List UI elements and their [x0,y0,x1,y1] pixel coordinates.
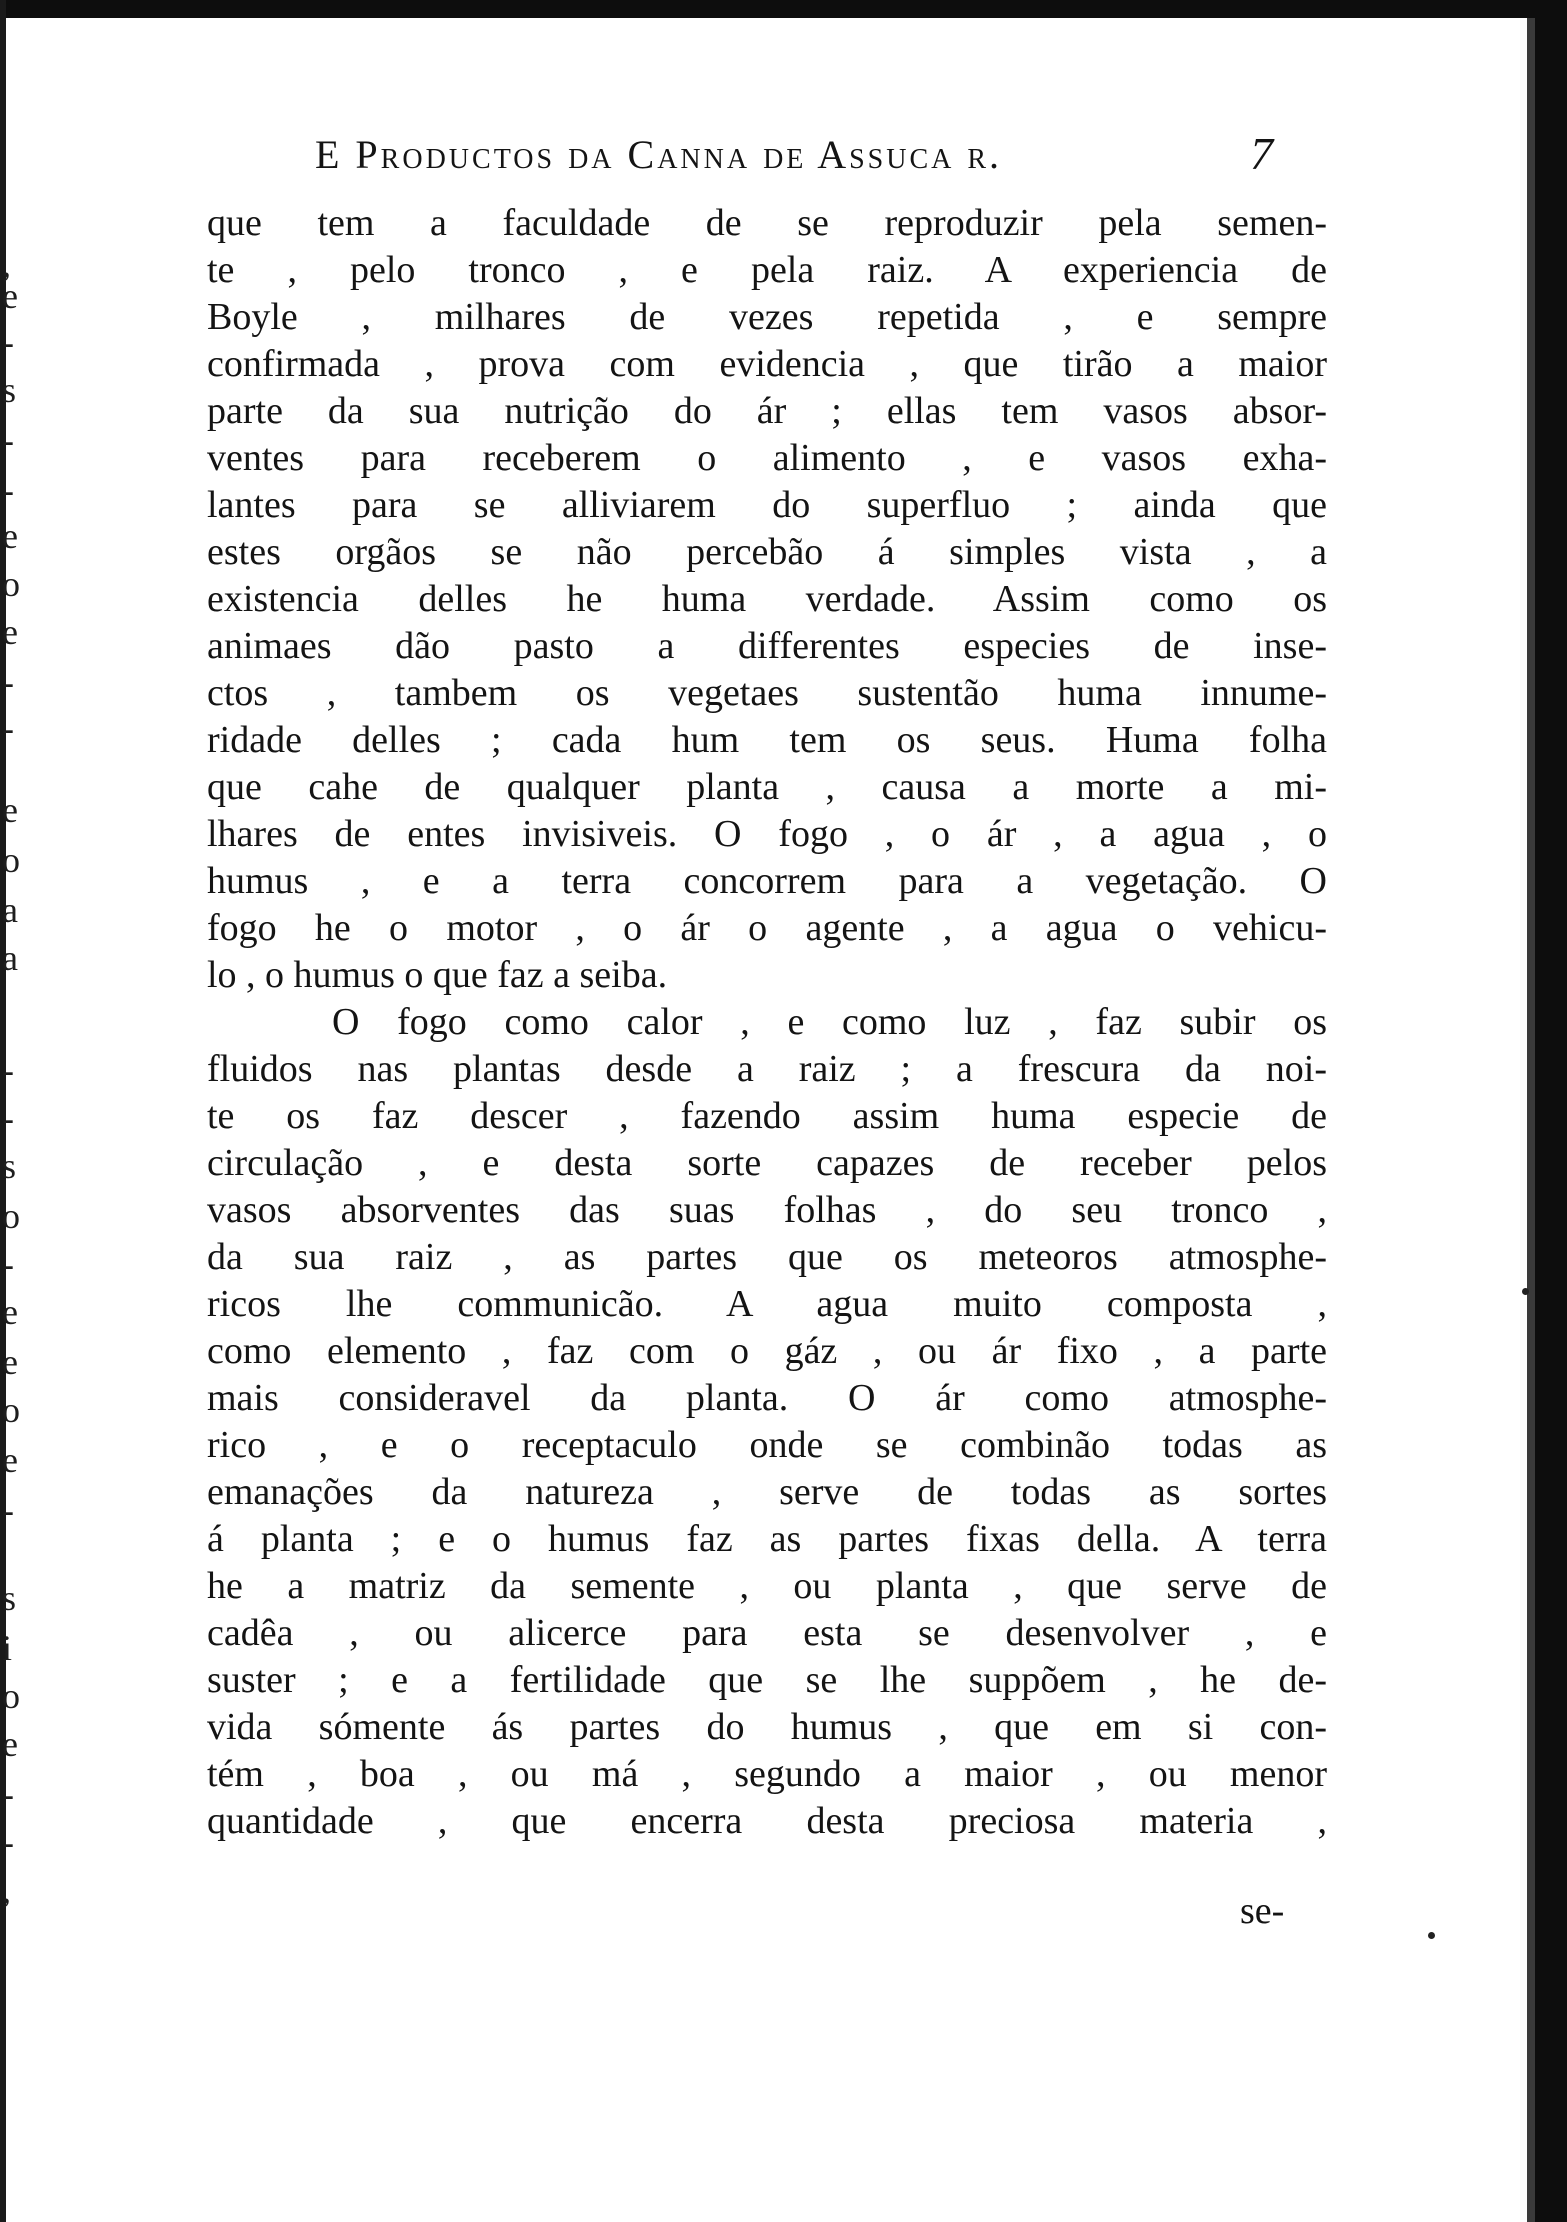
body-text [207,200,1327,1845]
text-line: tém , boa , ou má , segundo a maior , ou menor [207,1753,1327,1795]
text-line: he a matriz da semente , ou planta , que serve de [207,1565,1327,1607]
text-line: á planta ; e o humus faz as partes fixas della. A terra [207,1518,1327,1560]
text-line: lhares de entes invisiveis. O fogo , o ár , a agua , o [207,813,1327,855]
text-line: que tem a faculdade de se reproduzir pela semen- [207,202,1327,244]
text-line: mais consideravel da planta. O ár como atmosphe- [207,1377,1327,1419]
page-number: 7 [1250,128,1273,179]
bleed-char: - [2,1244,14,1284]
bleed-char: - [2,420,14,460]
text-line: fluidos nas plantas desde a raiz ; a frescura da noi- [207,1048,1327,1090]
bleed-char: , [2,1870,11,1910]
text-line: animaes dão pasto a differentes especies de inse- [207,625,1327,667]
facing-page-bleed [0,0,40,2222]
text-line: emanações da natureza , serve de todas as sortes [207,1471,1327,1513]
catchword: se- [1240,1890,1285,1932]
bleed-char: a [2,890,18,930]
bleed-char: e [2,1724,18,1764]
bleed-char: - [2,1822,14,1862]
bleed-char: , [2,244,11,284]
text-line: que cahe de qualquer planta , causa a morte a mi- [207,766,1327,808]
text-line: lantes para se alliviarem do superfluo ; ainda que [207,484,1327,526]
text-line: humus , e a terra concorrem para a vegetação. O [207,860,1327,902]
text-line: te , pelo tronco , e pela raiz. A experiencia de [207,249,1327,291]
bleed-char: o [2,1390,20,1430]
text-line: quantidade , que encerra desta preciosa materia , [207,1800,1327,1842]
text-line: ridade delles ; cada hum tem os seus. Huma folha [207,719,1327,761]
bleed-char: e [2,276,18,316]
bleed-char: e [2,612,18,652]
text-line: fogo he o motor , o ár o agente , a agua o vehicu- [207,907,1327,949]
text-line: vasos absorventes das suas folhas , do seu tronco , [207,1189,1327,1231]
scan-speck [1428,1932,1435,1939]
scan-speck [1522,1288,1529,1295]
text-line: lo , o humus o que faz a seiba. [207,954,668,996]
text-line: vida sómente ás partes do humus , que em si con- [207,1706,1327,1748]
text-line: circulação , e desta sorte capazes de receber pelos [207,1142,1327,1184]
bleed-char: e [2,1292,18,1332]
text-line: Boyle , milhares de vezes repetida , e sempre [207,296,1327,338]
bleed-char: e [2,516,18,556]
bleed-char: - [2,322,14,362]
text-line: estes orgãos se não percebão á simples vista , a [207,531,1327,573]
bleed-char: o [2,564,20,604]
text-line: como elemento , faz com o gáz , ou ár fixo , a parte [207,1330,1327,1372]
page-header [315,128,1325,182]
bleed-char: e [2,1440,18,1480]
bleed-char: o [2,840,20,880]
bleed-char: s [2,1146,17,1186]
bleed-char: - [2,708,14,748]
bleed-char: - [2,662,14,702]
text-line: ricos lhe communicão. A agua muito composta , [207,1283,1327,1325]
scan-right-shadow [1527,18,1535,2222]
bleed-char: - [2,1774,14,1814]
scan-top-border [0,0,1567,18]
bleed-char: e [2,790,18,830]
bleed-char: - [2,470,14,510]
bleed-char: o [2,1676,20,1716]
bleed-char: i [2,1628,13,1668]
bleed-char: - [2,1098,14,1138]
bleed-char: a [2,938,18,978]
bleed-char: s [2,1578,17,1618]
text-line: da sua raiz , as partes que os meteoros atmosphe- [207,1236,1327,1278]
text-line: suster ; e a fertilidade que se lhe suppõem , he de- [207,1659,1327,1701]
text-line: ventes para receberem o alimento , e vasos exha- [207,437,1327,479]
text-line: te os faz descer , fazendo assim huma especie de [207,1095,1327,1137]
text-line: rico , e o receptaculo onde se combinão todas as [207,1424,1327,1466]
text-line: cadêa , ou alicerce para esta se desenvolver , e [207,1612,1327,1654]
running-title: E Productos da Canna de Assuca r. [315,132,1003,177]
bleed-char: - [2,1490,14,1530]
bleed-char: - [2,1050,14,1090]
bleed-char: e [2,1342,18,1382]
text-line: existencia delles he huma verdade. Assim como os [207,578,1327,620]
paragraph-first-line: O fogo como calor , e como luz , faz subir os [332,1001,1327,1043]
text-line: ctos , tambem os vegetaes sustentão huma innume- [207,672,1327,714]
bleed-char: o [2,1196,20,1236]
text-line: parte da sua nutrição do ár ; ellas tem vasos absor- [207,390,1327,432]
bleed-char: s [2,370,17,410]
text-line: confirmada , prova com evidencia , que tirão a maior [207,343,1327,385]
